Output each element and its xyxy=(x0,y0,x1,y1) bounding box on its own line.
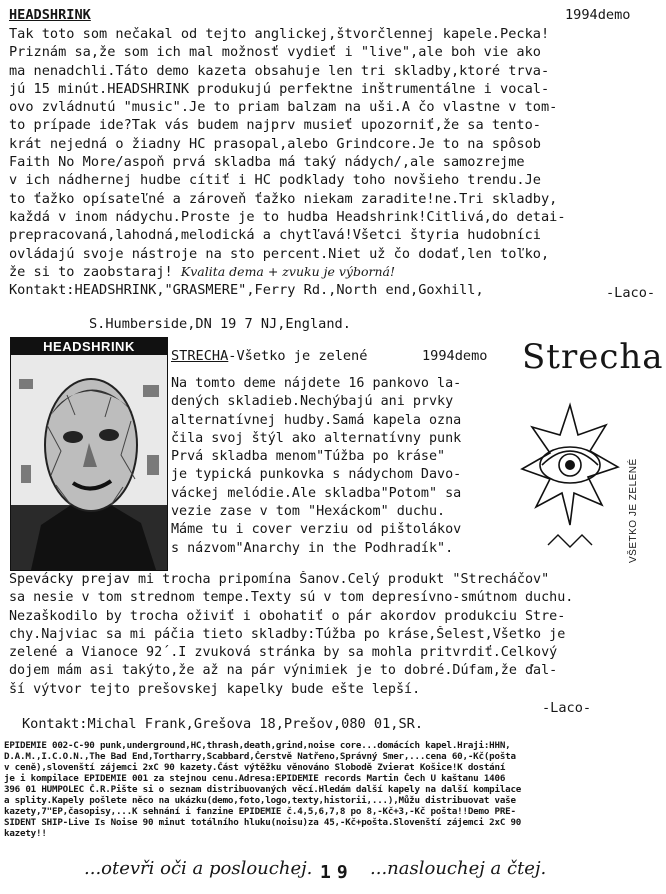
body-line: v ich nádhernej hudbe cítiť i HC podklady toho novšieho trendu.Je xyxy=(9,172,541,189)
epidemie-ad xyxy=(4,740,521,839)
body-line: čila svoj štýl ako alternatívny punk xyxy=(171,430,462,446)
band-photo xyxy=(10,337,168,571)
body-line: ovo zvládnutú "music".Je to priam balzam na uši.A čo vlastne v tom- xyxy=(9,99,558,116)
ad-line: v ceně),slovenští zájemci 2xC 90 kazety.Část výtěžku věnováno Slobodě Zvierat Košice!K dostání xyxy=(4,762,506,773)
signature: -Laco- xyxy=(606,285,656,301)
ad-line: 396 01 HUMPOLEC Č.R.Pište si o seznam distribuovaných věcí.Hledám další kapely na další kompilace xyxy=(4,784,522,795)
review-title xyxy=(171,347,367,365)
review-body-narrow xyxy=(171,375,461,558)
body-line: Tak toto som nečakal od tejto anglickej,štvorčlennej kapele.Pecka! xyxy=(9,26,550,42)
body-line: to ťažko opísateľné a zároveň ťažko niekam zaradite!ne.Tri skladby, xyxy=(9,190,558,207)
last-line-text: že si to zaobstaraj! xyxy=(9,263,173,280)
body-line: alternatívnej hudby.Samá kapela ozna xyxy=(171,412,462,428)
ad-line: kazety,7"EP,časopisy,...K sehnání i fanzine EPIDEMIE č.4,5,6,7,8 po 8,-Kč+3,-Kč pošta!!Demo PRE- xyxy=(4,806,516,817)
body-line: dených skladieb.Nechýbajú ani prvky xyxy=(171,394,454,410)
body-line: Prvá skladba menom"Túžba po kráse" xyxy=(171,449,446,465)
logo-word: Strecha xyxy=(522,337,664,377)
body-line: chy.Najviac sa mi páčia tieto skladby:Túžba po kráse,Šelest,Všetko je xyxy=(9,626,566,642)
review-title: HEADSHRINK xyxy=(9,7,91,23)
body-line: sa nesie v tom strednom tempe.Texty sú v tom depresívno-smútnom duchu. xyxy=(9,590,574,606)
review-body xyxy=(9,25,566,299)
handwritten-note: Kvalita dema + zvuku je výborná! xyxy=(180,263,395,279)
body-line: každá v inom nádychu.Proste je to hudba Headshrink!Citlivá,do detai- xyxy=(9,208,566,225)
logo-vertical-text: VŠETKO JE ZELENÉ xyxy=(628,458,639,563)
body-line: vezie zase v tom "Hexáckom" duchu. xyxy=(171,504,446,520)
eye-sun-icon xyxy=(518,385,622,565)
body-line: s názvom"Anarchy in the Podhradík". xyxy=(171,540,454,556)
body-line xyxy=(9,263,566,281)
review-year: 1994demo xyxy=(565,7,631,23)
body-line: Spevácky prejav mi trocha pripomína Šanov.Celý produkt "Strecháčov" xyxy=(9,572,550,587)
body-line: Priznám sa,že som ich mal možnosť vydieť i "live",ale boh vie ako xyxy=(9,44,541,61)
strecha-logo xyxy=(514,337,664,571)
body-line: zelené a Vianoce 92´.I zvuková stránka by sa mohla pritvrdiť.Celkový xyxy=(9,645,558,661)
ad-line: je i kompilace EPIDEMIE 001 za stejnou cenu.Adresa:EPIDEMIE records Martin Čech U kaštanu 1406 xyxy=(4,773,506,784)
ad-line: kazety!! xyxy=(4,828,47,839)
contact-line: Kontakt:HEADSHRINK,"GRASMERE",Ferry Rd.,North end,Goxhill, xyxy=(9,282,484,299)
ad-line: EPIDEMIE 002-C-90 punk,underground,HC,thrash,death,grind,noise core...domácích kapel.Hraji:HHN, xyxy=(4,740,511,751)
footer-right-slogan: ...naslouchej a čtej. xyxy=(370,858,547,879)
body-line: váckej melódie.Ale skladba"Potom" sa xyxy=(171,485,462,501)
body-line: Faith No More/aspoň prvá skladba má taký nádych/,ale samozrejme xyxy=(9,154,525,171)
page-number: 19 xyxy=(320,862,354,883)
photo-banner: HEADSHRINK xyxy=(11,338,167,355)
ad-line: SIDENT SHIP-Live Is Noise 90 minut totálního hluku(noisu)za 45,-Kč+pošta.Slovenští zájemci 2xC 90 xyxy=(4,817,522,828)
ad-line: D.A.M.,I.C.O.N.,The Bad End,Tortharry,Scabbard,Čerstvě Natřeno,Správný Smer,...cena 60,-Kč(pošta xyxy=(4,751,516,762)
body-line: ma nenadchli.Táto demo kazeta obsahuje len tri skladby,ktoré trva- xyxy=(9,62,550,79)
demo-title: -Všetko je zelené xyxy=(228,348,368,364)
body-line: ovládajú svoje nástroje na sto percent.Niet už čo dodať,len toľko, xyxy=(9,245,550,262)
band-name: STRECHA xyxy=(171,348,229,364)
body-line: prepracovaná,lahodná,melodická a chytľavá!Všetci štyria hudobníci xyxy=(9,227,541,244)
body-line: Na tomto deme nájdete 16 pankovo la- xyxy=(171,376,462,391)
review-body-wide xyxy=(9,571,573,699)
body-line: je typická punkovka s nádychom Davo- xyxy=(171,467,462,483)
ad-line: a splity.Kapely pošlete něco na ukázku(demo,foto,logo,texty,historii,...),Můžu distribuovat vaše xyxy=(4,795,516,806)
body-line: Nezaškodilo by trocha oživiť i obohatiť o pár akordov produkciu Stre- xyxy=(9,608,566,624)
review-year: 1994demo xyxy=(422,348,488,364)
body-line: krát nejedná o žiadny HC prasopal,alebo Grindcore.Je to na spôsob xyxy=(9,135,541,152)
body-line: to prípade ide?Tak vás budem najprv musieť upozorniť,že sa tento- xyxy=(9,117,541,134)
address-line: S.Humberside,DN 19 7 NJ,England. xyxy=(89,316,351,332)
footer-left-slogan: ...otevři oči a poslouchej. xyxy=(84,858,313,879)
body-line: Máme tu i cover verziu od pištolákov xyxy=(171,522,462,538)
face-collage-image xyxy=(11,355,167,570)
body-line: jú 15 minút.HEADSHRINK produkujú perfektne inštrumentálne i vocal- xyxy=(9,80,550,97)
body-line: dojem mám asi takýto,že až na pár výnimiek je to dobré.Dúfam,že ďal- xyxy=(9,663,558,679)
contact-line: Kontakt:Michal Frank,Grešova 18,Prešov,080 01,SR. xyxy=(22,716,424,732)
body-line: ší výtvor tejto prešovskej kapelky bude ešte lepší. xyxy=(9,681,421,697)
signature: -Laco- xyxy=(542,700,592,716)
